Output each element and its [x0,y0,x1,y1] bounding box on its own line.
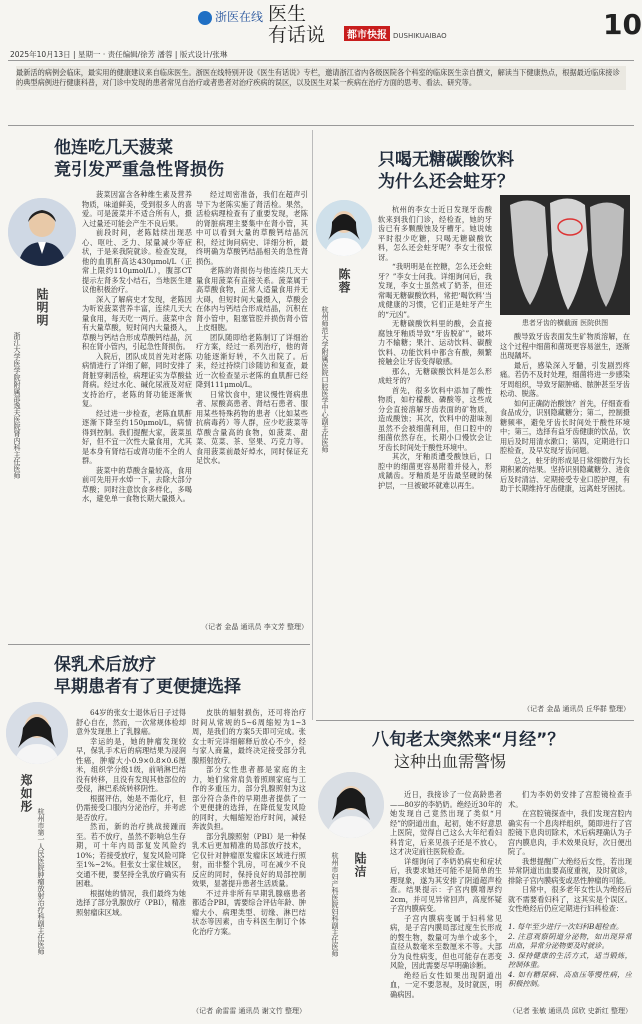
paragraph: 日常中，很多老年女性认为绝经后就不需要看妇科了，这其实是个误区。女性绝经后仍应定期进行妇科检查： [508,885,632,913]
elderly-col-1 [390,790,502,1018]
tip-item: 1. 每年至少进行一次妇科B超检查。 [508,922,624,931]
paragraph: 详细询问了李奶奶病史和症状后，我要求她还可能不是简单的生理现象，遂为其安排了阴道超声检查。结果提示：子宫内膜增厚约2cm，并可见异常回声，高度怀疑子宫内膜病变。 [390,856,502,913]
brand-name: 都市快报 [344,26,390,41]
page-number: 10 [603,8,642,41]
paragraph: 老陈的肾损伤与他连续几天大量食用菠菜有直接关系。菠菜属于高草酸食物，正常人适量食用并无大碍，但短时间大量摄入，草酸会在体内与钙结合形成结晶，沉积在肾小管中，阻塞管腔并损伤肾小管上皮细胞。 [196,266,308,332]
tip-item: 3. 保持健康的生活方式，适当锻炼，控制体重。 [508,950,632,969]
breast-author-name: 郑如彤 [19,774,33,813]
paragraph: 首先，很多饮料中添加了酸性物质，如柠檬酸、磷酸等，这些成分会直接溶解牙齿表面的矿物质，造成酸蚀；其次，饮料中的甜味剂虽然不会被细菌利用，但口腔中的细菌依然存在，长期小口慢饮会让牙齿长时间处于酸性环境中。 [378,385,492,452]
column-divider [312,130,313,720]
site-logo [198,8,274,26]
paragraph: 深入了解病史才发现，老陈因为听说菠菜营养丰富，连续几天大量食用，每天吃一两斤。菠菜中含有大量草酸，短时间内大量摄入，草酸与钙结合形成草酸钙结晶，沉积在肾小管内，引起急性肾损伤。 [82,294,192,351]
logo-text: 浙医在线 [215,10,264,24]
spinach-title-1: 他连吃几天菠菜 [54,138,173,158]
paragraph: 们为李奶奶安排了宫腔镜检查手术。 [508,790,632,809]
tip-item: 4. 如有糖尿病、高血压等慢性病，应积极控制。 [508,969,632,988]
paragraph: 根据她的情况，我们最终为她选择了部分乳腺放疗（PBI），精准照射瘤床区域。 [76,888,186,917]
paragraph: 酸导致牙齿表面发生矿物质溶解，在这个过程中细菌和菌斑更容易滋生，逐渐出现龋坏。 [500,332,630,360]
breast-author-photo [6,702,68,764]
paragraph: 64岁的张女士退休后日子过得舒心自在，然而，一次常规体检却意外发现患上了乳腺癌。 [76,708,186,736]
paragraph: 部分乳腺照射（PBI）是一种保乳术后更加精准的局部放疗技术，它仅针对肿瘤原发瘤床区域进行照射，而非整个乳房，可在减少不良反应的同时，保持良好的局部控制效果，显著提升患者生活质量。 [192,831,306,888]
breast-title-1: 保乳术后放疗 [54,655,156,675]
paragraph: 我想提醒广大绝经后女性，若出现异常阴道出血要高度重视，及时就诊，排除子宫内膜病变或恶性肿瘤的可能。 [508,856,632,885]
column-title [268,4,328,46]
section-divider [8,644,310,645]
soda-col-1 [378,205,492,710]
paragraph: 最后，感染深入牙髓，引发剧烈疼痛。若仍不及时处理，细菌将进一步感染牙周组织，导致牙龈肿痛、脓肿甚至牙齿松动、脱落。 [500,360,630,398]
elderly-reporter: （记者 张敏 通讯员 邱欣 史新红 整理） [508,1007,632,1015]
tip-item: 2. 注意观察阴道分泌物，如出现异常出血，异常分泌物要及时就诊。 [508,931,632,950]
paragraph: 在宫腔镜探查中，我们发现宫腔内确实有一个息肉样组织，随即进行了宫腔镜下息肉切除术，术后病理确认为子宫内膜息肉，手术效果良好，次日便出院了。 [508,809,632,856]
paragraph: 杭州的李女士近日发现牙齿酸软来到我们门诊，经检查，她的牙齿已有多颗酸蚀及牙槽牙。她说她平时很少吃糖，只喝无糖碳酸饮料，怎么还会蛀牙呢？李女士很惊讶。 [378,205,492,262]
elderly-col-2 [508,790,632,920]
breast-col-1 [76,708,186,1018]
avatar-icon [316,200,372,256]
paragraph: 近日，我接诊了一位高龄患者——80岁的李奶奶。绝经近30年的她发现自己竟然出现了类似“月经”的阴道出血，起初，她不好意思上医院，觉得自己这么大年纪看妇科肯定，后来见孩子还是不放心，这才决定前往医院检查。 [390,790,502,856]
paragraph: 根据评估，她是不需化疗，但仍需接受口服内分泌治疗，并考虑是否放疗。 [76,793,186,822]
paragraph: 绝经后女性如果出现阴道出血，一定不要忽视，及时就医，明确病因。 [390,970,502,999]
column-intro: 最新活的病例会临床，最实用的健康建议来自临床医生。浙医在线特别开设《医生有话说》专栏，邀请浙江省内各级医院各个科室的临床医生亲自撰文，解读当下健康热点，根据最近临床接诊的典型病例进行健康科普，对门诊中发现的患者常见自治疗或者患者对治疗疾病的误区，以及医生对某一疾病在治疗方面的思考、看法、研究等。 [16,66,626,90]
soda-author-photo [316,200,372,256]
paragraph: 入院后，团队成员首先对老陈病情进行了详细了解，同时安排了肾脏穿刺活检，病理证实为草酸盐肾病。经过水化、碱化尿液及对症支持治疗，老陈的肾功能逐渐恢复。 [82,351,192,408]
spinach-col-2 [196,190,308,620]
spinach-author-photo [8,198,76,266]
paragraph: 那么，无糖碳酸饮料是怎么形成蛀牙的？ [378,366,492,385]
breast-reporter: （记者 俞雷雷 通讯员 谢文竹 整理） [192,1007,306,1015]
brand-en: DUSHIKUAIBAO [393,32,447,40]
soda-col-2 [500,332,630,704]
paragraph: 日常饮食中，建议慢性肾病患者、尿酸高患者、肾结石患者、服用某些特殊药物的患者（比如某些抗病毒药）等人群，应少吃菠菜等草酸含量高的食物，如菠菜、甜菜、苋菜、茶、坚果、巧克力等。食用菠菜前最好焯水，同时保证充足饮水。 [196,389,308,465]
avatar-icon [8,198,76,266]
paragraph: 子宫内膜病变属于妇科常见病，是子宫内膜局部过度生长形成的赘生物，数量可为单个或多个，直径从数毫米至数厘米不等。大部分为良性病变，但也可能存在恶变风险，因此需要尽早明确诊断。 [390,913,502,970]
spinach-col-1 [82,190,192,632]
soda-author-aff: 杭州师范大学附属医院口腔医学中心副主任医师 [321,306,329,453]
spinach-author-aff: 浙江大学医学院附属邵逸夫医院肾内科主任医师 [13,332,21,479]
tooth-xray-image [500,195,630,315]
tooth-icon [500,195,630,315]
brand [344,26,464,40]
column-title-line1: 医生 [268,3,307,25]
elderly-author-photo [318,772,384,838]
paragraph: 然而，新的治疗挑战接踵而至。若不放疗，虽然不影响总生存期，可十年内局部复发风险约10%；若接受放疗，复发风险可降至1%~2%。但张女士家住城区，交通不便，要坚持全乳放疗确实有困难。 [76,822,186,888]
spinach-reporter: （记者 金晶 通讯员 李文芳 整理） [201,623,308,631]
column-title-line2: 有话说 [268,24,326,46]
avatar-icon [318,772,384,838]
elderly-author-name: 陆洁 [353,852,367,878]
tooth-image-caption: 患者牙齿的横截面 医院供图 [521,319,609,327]
spinach-title-2: 竟引发严重急性肾损伤 [54,160,224,180]
soda-title-1: 只喝无糖碳酸饮料 [378,150,514,170]
header-divider [8,60,634,61]
elderly-tips [508,922,632,1004]
paragraph: 幸运的是，她的肿瘤发现较早，保乳手术后的病理结果为浸润性癌，肿瘤大小0.9×0.8×0.6厘米，组织学分级1级，前哨淋巴结没有转移，且没有发现其他部位的受侵，淋巴系统转移阴性。 [76,736,186,793]
paragraph: 菠菜因富含各种维生素及营养物质，味道鲜美，受到很多人的喜爱。可是菠菜并不适合所有人，摄入过量还可能会产生不良后果。 [82,190,192,228]
paragraph: 菠菜中的草酸含量较高，食用前可先用开水焯一下，去除大部分草酸；同时注意饮食多样化，多喝水，避免单一食物长期大量摄入。 [82,465,192,503]
breast-title-2: 早期患者有了更便捷选择 [54,677,241,697]
soda-title-2: 为什么还会蛀牙？ [378,172,514,192]
paragraph: “我明明是在控糖，怎么还会蛀牙？”李女士问我。详细询问后，我发现，李女士虽然戒了奶茶，但还常喝无糖碳酸饮料，常把‘喝饮料’当成健康的习惯，它们正是蛀牙产生的“元凶”。 [378,262,492,319]
paragraph: 总之，蛀牙的形成是日常细微行为长期积累的结果。坚持识别隐藏糖分、进食后及时清洁、定期接受专业口腔护理，有助于长期维持牙齿健康，远离蛀牙困扰。 [500,455,630,493]
paragraph: 其次，牙釉质遭受酸蚀后，口腔中的细菌更容易附着并侵入，形成龋齿。牙釉质是牙齿最坚硬的保护层，一旦被破坏就难以再生。 [378,452,492,490]
intro-divider [8,125,634,126]
soda-author-name: 陈蓉 [337,268,351,294]
paragraph: 无糖碳酸饮料里的酸，会直接腐蚀牙釉质导致“牙齿脱矿”，破坏力不输糖；果汁、运动饮料、碳酸饮料、功能饮料中都含有酸，频繁接触会让牙齿变得敏感。 [378,319,492,366]
paragraph: 如何正确防治酸蚀？首先，仔细查看食品成分，识别隐藏糖分；第二，控制摄糖频率，避免牙齿长时间处于酸性环境中；第三，选择有益牙齿健康的饮品，饮用后及时用清水漱口；第四，定期进行口腔检查，及早发现牙齿问题。 [500,398,630,455]
logo-icon [198,11,212,25]
paragraph: 经过进一步检查，老陈血肌酐逐渐下降至约150μmol/L，病情得到控制。我们提醒大家，菠菜虽好，但不宜一次性大量食用，尤其是本身有肾结石或肾功能不全的人群。 [82,408,192,465]
paragraph: 前段时间，老陈陆续出现恶心、呕吐、乏力、尿量减少等症状，于是来我院就诊。检查发现，他的血肌酐高达430μmol/L（正常上限约110μmol/L），腹部CT提示左肾多发小结石，当地医生建议他积极治疗。 [82,228,192,294]
avatar-icon [6,702,68,764]
breast-author-aff: 杭州市第一人民医院肿瘤放射治疗科副主任医师 [37,808,45,955]
breast-col-2 [192,708,306,1004]
section-divider [316,720,634,721]
paragraph: 部分女性患者都是家庭的主力，她们常常肩负着照顾家庭与工作的多重压力，部分乳腺照射为这部分符合条件的早期患者提供了一个更便捷的选择，在降低复发风险的同时，大幅缩短治疗时间，减轻奔波负担。 [192,765,306,831]
spinach-author-name: 陆明明 [35,288,49,327]
paragraph: 团队随即给老陈制订了详细治疗方案，经过一系列治疗，他的肾功能逐渐好转，不久出院了。后来，经过持续门诊随访和复查，最近一次检查显示老陈的血肌酐已经降到111μmol/L。 [196,332,308,389]
paragraph: 不过并非所有早期乳腺癌患者都适合PBI，需要综合评估年龄、肿瘤大小、病理类型、切缘、淋巴结状态等因素，由专科医生制订个体化治疗方案。 [192,888,306,936]
soda-reporter: （记者 金晶 通讯员 丘华群 整理） [523,705,630,713]
elderly-title-1: 八旬老太突然来“月经”？ [372,730,565,750]
paragraph: 经过周密准备，我们在超声引导下为老陈实施了肾活检。果然，活检病理检查有了重要发现，老陈的肾脏病理主要集中在肾小管，其中可以看到大量的草酸钙结晶沉积，经过询问病史、详细分析，最终明确为草酸钙结晶相关的急性肾损伤。 [196,190,308,266]
date-line: 2025年10月13日 | 星期一 · 责任编辑/徐芳 潘蓉 | 版式设计/张琳 [10,50,228,59]
elderly-title-2: 这种出血需警惕 [394,752,507,771]
paragraph: 皮肤的辐射损伤，还可将治疗时间从常规的5~6周缩短为1~3周，是我们的方案5天即可完成。张女士听完详细解释后放心不少，经与家人商量，最终决定接受部分乳腺照射放疗。 [192,708,306,765]
elderly-author-aff: 杭州市妇产科医院妇科副主任医师 [331,852,339,957]
